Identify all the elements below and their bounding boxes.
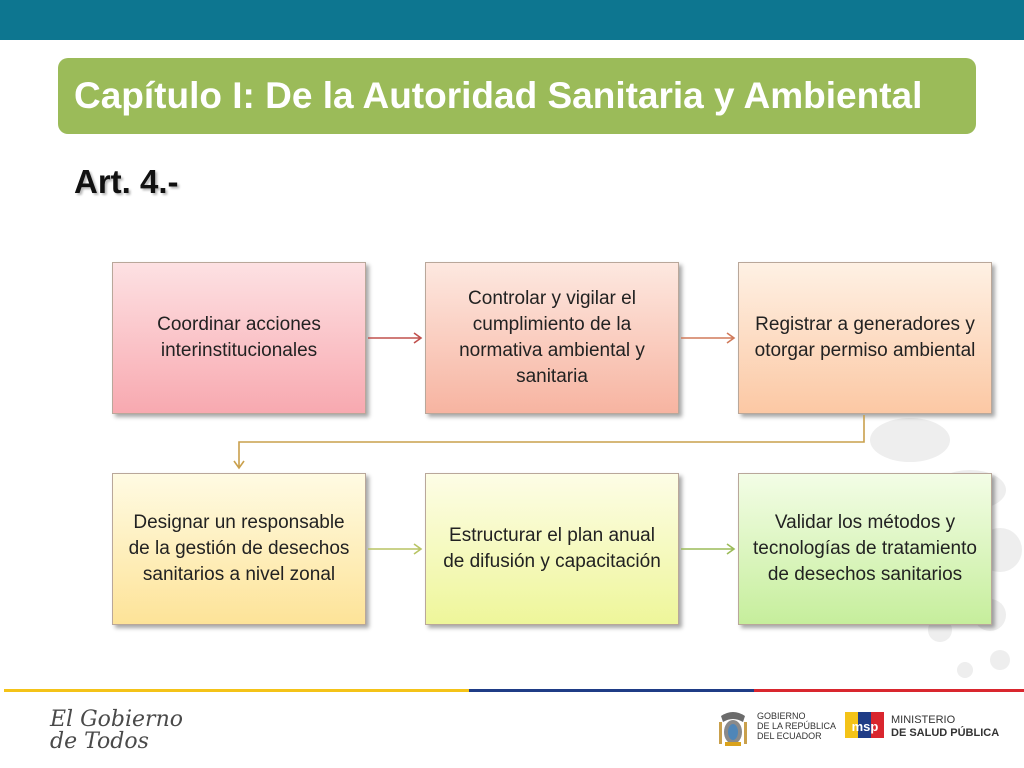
step-coordinate-actions: Coordinar acciones interinstitucionales — [112, 262, 366, 414]
step-register-generators: Registrar a generadores y otorgar permiso ambiental — [738, 262, 992, 414]
gov-line-3: DEL ECUADOR — [757, 731, 822, 741]
step-designate-responsible: Designar un responsable de la gestión de desechos sanitarios a nivel zonal — [112, 473, 366, 625]
article-heading: Art. 4.- — [74, 163, 179, 200]
arrow-step5-to-step6 — [681, 544, 734, 554]
arrow-step1-to-step2 — [368, 333, 421, 343]
gobierno-ecuador-text — [757, 711, 836, 741]
logo-line-1: El Gobierno — [50, 707, 183, 732]
arrow-step2-to-step3 — [681, 333, 734, 343]
gov-line-2: DE LA REPÚBLICA — [757, 721, 837, 731]
page-title: Capítulo I: De la Autoridad Sanitaria y Ambiental — [74, 75, 923, 116]
arrow-step4-to-step5 — [368, 544, 421, 554]
gobierno-de-todos-logo — [50, 709, 190, 753]
ministry-line-2: DE SALUD PÚBLICA — [891, 727, 1000, 739]
step-structure-plan: Estructurar el plan anual de difusión y capacitación — [425, 473, 679, 625]
step-validate-methods: Validar los métodos y tecnologías de tratamiento de desechos sanitarios — [738, 473, 992, 625]
ministry-line-1: MINISTERIO — [891, 714, 956, 726]
footer-stripe-red — [754, 689, 1024, 692]
gov-line-1: GOBIERNO — [757, 711, 806, 721]
footer-stripe-blue — [469, 689, 754, 692]
ministerio-salud-text — [891, 714, 999, 740]
arrow-step3-to-step4 — [234, 415, 864, 468]
msp-mark-text: msp — [851, 719, 879, 734]
logo-line-2: de Todos — [50, 729, 149, 754]
step-control-compliance: Controlar y vigilar el cumplimiento de la normativa ambiental y sanitaria — [425, 262, 679, 414]
msp-logo-icon — [845, 708, 885, 742]
footer-stripe-yellow — [4, 689, 469, 692]
